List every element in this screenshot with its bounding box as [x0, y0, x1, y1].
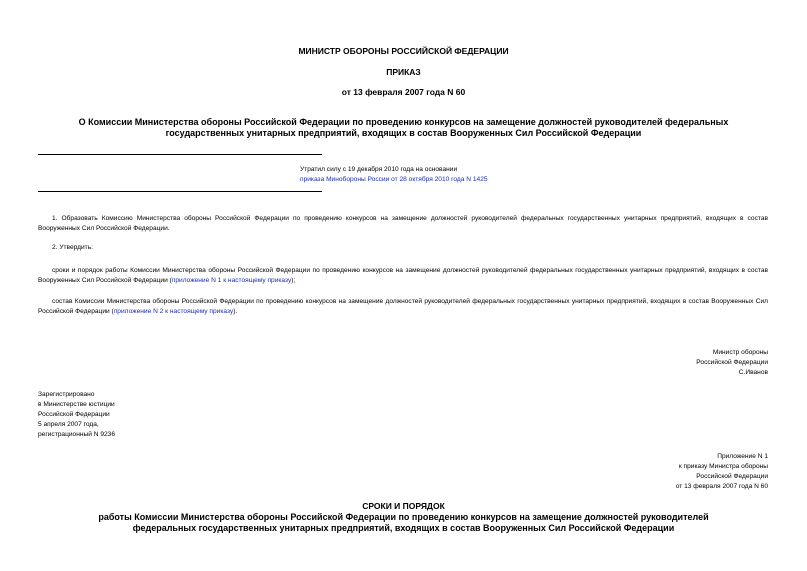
repeal-notice-text: Утратил силу с 19 декабря 2010 года на основании — [300, 166, 458, 173]
appendix-2-link[interactable]: приложение N 2 к настоящему приказу — [113, 308, 234, 315]
registration-block: Зарегистрировано в Министерстве юстиции Российской Федерации 5 апреля 2007 года, регистрационный N 9236 — [38, 391, 116, 438]
divider-bottom — [38, 191, 322, 192]
paragraph-3: сроки и порядок работы Комиссии Министерства обороны Российской Федерации по проведению конкурсов на замещение должностей руководителей федеральных государственных унитарных предприятий, входящих в состав Вооруженных Сил Российской Федерации (приложение N 1 к настоящему приказу); — [38, 267, 768, 284]
page-title: О Комиссии Министерства обороны Российской Федерации по проведению конкурсов на замещение должностей руководителей федеральных государственных унитарных предприятий, входящих в состав Вооруженных Сил Российской Федерации — [78, 117, 729, 138]
divider-top — [38, 154, 322, 155]
paragraph-4: состав Комиссии Министерства обороны Российской Федерации по проведению конкурсов на замещение должностей руководителей федеральных государственных унитарных предприятий, входящих в состав Вооруженных Сил Российской Федерации (приложение N 2 к настоящему приказу). — [38, 298, 768, 315]
ministry-heading: МИНИСТР ОБОРОНЫ РОССИЙСКОЙ ФЕДЕРАЦИИ — [298, 46, 509, 56]
repeal-notice — [300, 165, 488, 185]
appendix-subheading: работы Комиссии Министерства обороны Российской Федерации по проведению конкурсов на замещение должностей руководителей федеральных государственных унитарных предприятий, входящих в состав Вооруженных Сил Российской Федерации — [98, 512, 709, 533]
repeal-order-link[interactable]: приказа Минобороны России от 28 октября 2010 года N 1425 — [300, 176, 488, 183]
appendix-reference: Приложение N 1 к приказу Министра обороны Российской Федерации от 13 февраля 2007 года N 60 — [675, 453, 768, 490]
doc-type-heading: ПРИКАЗ — [386, 67, 421, 77]
paragraph-1: 1. Образовать Комиссию Министерства обороны Российской Федерации по проведению конкурсов на замещение должностей руководителей федеральных государственных унитарных предприятий, входящих в состав Вооруженных Сил Российской Федерации. — [38, 215, 768, 232]
paragraph-2: 2. Утвердить: — [52, 244, 93, 251]
date-number: от 13 февраля 2007 года N 60 — [341, 87, 466, 97]
signature-block: Министр обороны Российской Федерации С.Иванов — [696, 349, 768, 376]
appendix-heading: СРОКИ И ПОРЯДОК — [362, 501, 445, 511]
appendix-1-link[interactable]: приложение N 1 к настоящему приказу — [171, 277, 292, 284]
